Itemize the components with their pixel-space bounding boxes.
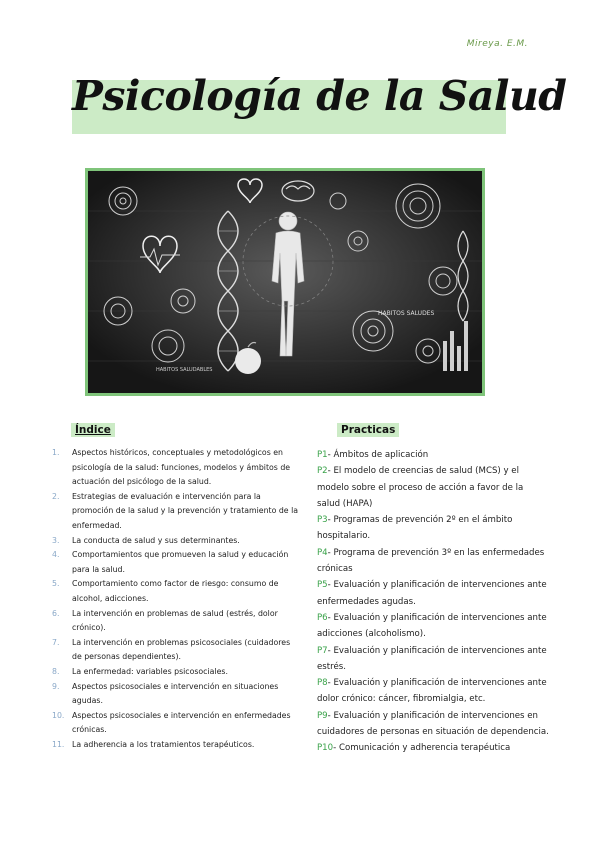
practica-code: P4: [317, 547, 328, 558]
item-text: Estrategias de evaluación e intervención para la promoción de la salud y la prevención y tratamiento de la enfermedad.: [72, 491, 299, 530]
hero-illustration: [85, 168, 485, 396]
practica-code: P3: [317, 515, 328, 526]
practicas-heading: Practicas: [337, 423, 399, 437]
practica-text: - Comunicación y adherencia terapéutica: [333, 743, 511, 754]
practica-text: - Evaluación y planificación de intervenciones ante adicciones (alcoholismo).: [317, 612, 547, 640]
list-item: [317, 545, 549, 578]
item-text: La intervención en problemas psicosociales (cuidadores de personas dependientes).: [72, 637, 291, 662]
item-number: 9.: [52, 681, 60, 691]
list-item: [52, 577, 302, 606]
item-text: Comportamientos que promueven la salud y educación para la salud.: [72, 550, 289, 574]
index-list: [52, 446, 302, 752]
item-number: 11.: [52, 739, 65, 749]
list-item: [52, 738, 302, 753]
item-text: Comportamiento como factor de riesgo: consumo de alcohol, adicciones.: [72, 579, 279, 603]
practica-code: P6: [317, 612, 328, 623]
practica-code: P5: [317, 580, 328, 591]
item-text: Aspectos psicosociales e intervención en enfermedades crónicas.: [72, 710, 291, 735]
hero-label-1: HABITOS SALUDES: [378, 310, 435, 317]
item-text: Aspectos psicosociales e intervención en situaciones agudas.: [72, 681, 279, 706]
practica-text: - Ámbitos de aplicación: [327, 450, 429, 460]
list-item: [52, 446, 302, 490]
item-text: Aspectos históricos, conceptuales y metodológicos en psicología de la salud: funciones, modelos y ámbitos de actuación del psicólogo de la salud.: [72, 448, 291, 487]
list-item: [52, 636, 302, 665]
item-number: 2.: [52, 491, 60, 501]
list-item: [52, 548, 302, 577]
item-number: 10.: [52, 710, 65, 720]
practica-text: - Evaluación y planificación de intervenciones ante estrés.: [317, 645, 547, 672]
list-item: [317, 447, 549, 463]
practica-code: P9: [317, 710, 328, 721]
list-item: [317, 740, 549, 756]
item-text: La conducta de salud y sus determinantes.: [72, 535, 240, 545]
practica-text: - Programa de prevención 3º en las enfermedades crónicas: [317, 547, 545, 575]
item-number: 5.: [52, 579, 60, 589]
hero-label-2: HABITOS SALUDABLES: [156, 367, 213, 373]
practica-code: P7: [317, 645, 328, 656]
author-name: Mireya. E.M.: [466, 39, 528, 49]
practica-code: P1: [317, 450, 328, 460]
practica-code: P2: [317, 466, 328, 477]
practica-code: P10: [317, 743, 334, 754]
health-collage-image: [88, 171, 482, 393]
practica-text: - Evaluación y planificación de intervenciones ante dolor crónico: cáncer, fibromialgia, etc.: [317, 678, 547, 705]
practica-text: - Evaluación y planificación de intervenciones ante enfermedades agudas.: [317, 580, 547, 607]
practica-text: - El modelo de creencias de salud (MCS) y el modelo sobre el proceso de acción a favor de la salud (HAPA): [317, 466, 524, 509]
item-number: 7.: [52, 637, 60, 647]
list-item: [52, 665, 302, 680]
list-item: [317, 643, 549, 676]
list-item: [317, 512, 549, 545]
list-item: [317, 463, 549, 512]
list-item: [52, 490, 302, 534]
practica-code: P8: [317, 678, 328, 689]
list-item: [52, 534, 302, 549]
item-text: La intervención en problemas de salud (estrés, dolor crónico).: [72, 608, 278, 633]
list-item: [317, 610, 549, 643]
list-item: [317, 577, 549, 610]
practicas-list: [317, 447, 549, 757]
item-number: 4.: [52, 550, 60, 560]
item-number: 1.: [52, 448, 60, 457]
item-number: 8.: [52, 666, 60, 676]
item-number: 3.: [52, 535, 60, 545]
item-text: La enfermedad: variables psicosociales.: [72, 666, 228, 676]
list-item: [52, 709, 302, 738]
practica-text: - Evaluación y planificación de intervenciones en cuidadores de personas en situación de dependencia.: [317, 710, 549, 738]
item-text: La adherencia a los tratamientos terapéuticos.: [72, 739, 255, 749]
list-item: [317, 708, 549, 741]
list-item: [317, 675, 549, 708]
index-heading: Índice: [71, 423, 115, 437]
list-item: [52, 607, 302, 636]
practica-text: - Programas de prevención 2º en el ámbito hospitalario.: [317, 515, 513, 542]
page-title: Psicología de la Salud: [72, 72, 567, 120]
list-item: [52, 680, 302, 709]
item-number: 6.: [52, 608, 60, 618]
